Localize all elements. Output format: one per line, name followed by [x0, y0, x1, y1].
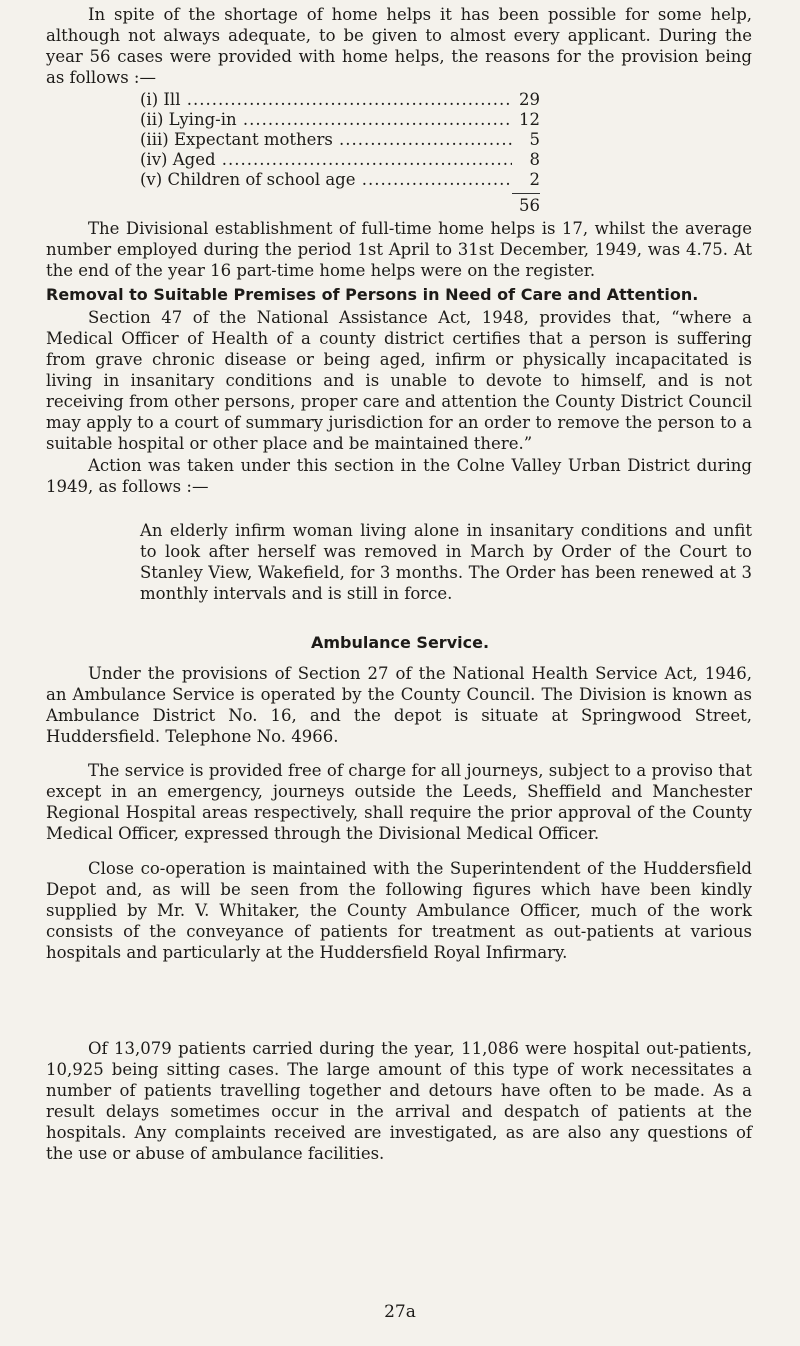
removal-case-paragraph: An elderly infirm woman living alone in insanitary conditions and unfit to look after herself was removed in March by Order of the Court to Stanley View, Wakefield, for 3 months. The Order has been renewed at 3 monthly intervals and is still in force.: [140, 521, 752, 603]
removal-section-paragraph: Section 47 of the National Assistance Act, 1948, provides that, “where a Medical Officer of Health of a county district certifies that a person is suffering from grave chronic disease or being aged, infirm or physically incapacitated is living in insanitary conditions and is unable to devote to himself, and is not receiving from other persons, proper care and attention the County District Council may apply to a court of summary jurisdiction for an order to remove the person to a suitable hospital or other place and be maintained there.”: [46, 308, 752, 453]
reason-label: (iii) Expectant mothers .....: [140, 130, 512, 149]
removal-heading: Removal to Suitable Premises of Persons in Need of Care and Attention.: [46, 285, 699, 304]
intro-paragraph: In spite of the shortage of home helps it has been possible for some help, although not always adequate, to be given to almost every applicant. During the year 56 cases were provided with home helps, the reasons for the provision being as follows :—: [46, 5, 752, 87]
reason-count: 12: [519, 110, 540, 129]
ambulance-paragraph-2: The service is provided free of charge for all journeys, subject to a proviso that except in an emergency, journeys outside the Leeds, Sheffield and Manchester Regional Hospital areas respectively, shall require the prior approval of the County Medical Officer, expressed through the Divisional Medical Officer.: [46, 761, 752, 843]
list-item: [140, 150, 540, 170]
total-rule: [512, 193, 540, 194]
removal-action-paragraph: Action was taken under this section in the Colne Valley Urban District during 1949, as follows :—: [46, 456, 752, 496]
reason-count: 29: [519, 90, 540, 109]
list-item: [140, 90, 540, 110]
ambulance-paragraph-1: Under the provisions of Section 27 of the National Health Service Act, 1946, an Ambulance Service is operated by the County Council. The Division is known as Ambulance District No. 16, and the depot is situate at Springwood Street, Huddersfield. Telephone No. 4966.: [46, 664, 752, 746]
ambulance-paragraph-4: Of 13,079 patients carried during the year, 11,086 were hospital out-patients, 10,925 being sitting cases. The large amount of this type of work necessitates a number of patients travelling together and detours have often to be made. As a result delays sometimes occur in the arrival and despatch of patients at the hospitals. Any complaints received are investigated, as are also any questions of the use or abuse of ambulance facilities.: [46, 1039, 752, 1163]
list-item: [140, 110, 540, 130]
list-item: [140, 130, 540, 150]
page-number: 27a: [384, 1302, 416, 1322]
establishment-paragraph: The Divisional establishment of full-time home helps is 17, whilst the average number employed during the period 1st April to 31st December, 1949, was 4.75. At the end of the year 16 part-time home helps were on the register.: [46, 219, 752, 280]
reasons-total: 56: [519, 196, 540, 215]
list-item: [140, 170, 540, 190]
reason-label: (i) Ill .....: [140, 90, 512, 109]
reason-count: 8: [529, 150, 540, 169]
ambulance-paragraph-3: Close co-operation is maintained with the Superintendent of the Huddersfield Depot and, as will be seen from the following figures which have been kindly supplied by Mr. V. Whitaker, the County Ambulance Officer, much of the work consists of the conveyance of patients for treatment as out-patients at various hospitals and particularly at the Huddersfield Royal Infirmary.: [46, 859, 752, 962]
reason-label: (ii) Lying-in .....: [140, 110, 512, 129]
reason-count: 2: [529, 170, 540, 189]
reason-count: 5: [529, 130, 540, 149]
reason-label: (v) Children of school age .....: [140, 170, 512, 189]
reason-label: (iv) Aged .....: [140, 150, 512, 169]
reasons-list: [140, 90, 540, 190]
ambulance-heading: Ambulance Service.: [310, 633, 490, 652]
